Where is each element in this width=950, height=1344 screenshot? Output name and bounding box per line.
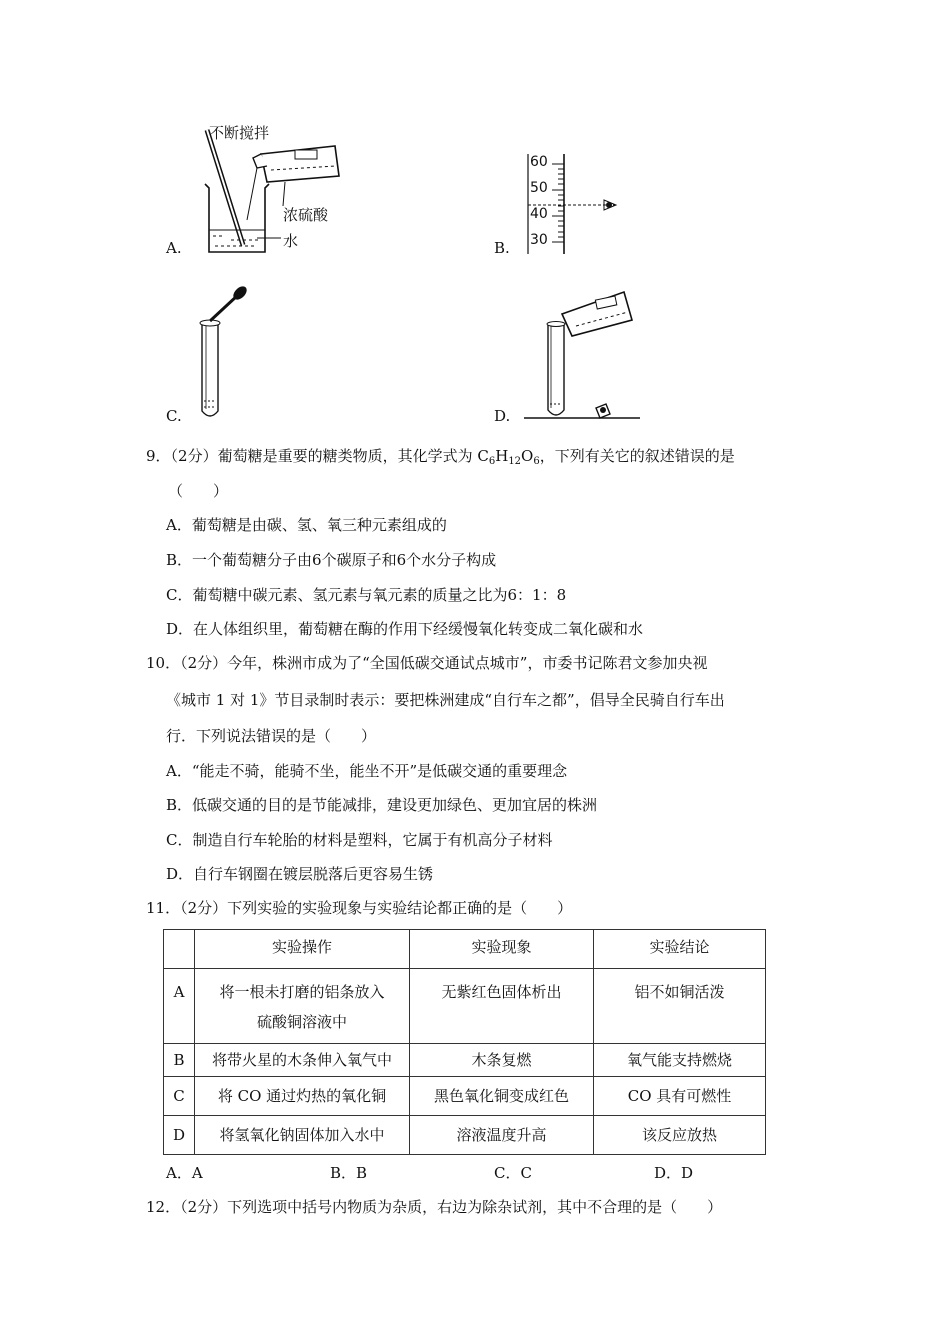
- q11-answer-d: D．D: [654, 1164, 694, 1182]
- row-key: D: [164, 1116, 195, 1155]
- q9-option-a: A．葡萄糖是由碳、氢、氧三种元素组成的: [166, 516, 447, 534]
- row-operation-line2: 硫酸铜溶液中: [256, 1013, 347, 1031]
- figure-b-cylinder: [520, 150, 630, 260]
- row-operation: 将氢氧化钠固体加入水中: [195, 1116, 410, 1155]
- row-operation: 将 CO 通过灼热的氧化铜: [195, 1077, 410, 1116]
- table-header-row: [164, 930, 766, 969]
- figure-b-tick-40: 40: [530, 206, 548, 222]
- q9-option-c: C．葡萄糖中碳元素、氢元素与氧元素的质量之比为6：1：8: [166, 586, 567, 604]
- q10-stem-line3: 行．下列说法错误的是（ ）: [166, 727, 377, 745]
- table-header-conclusion: 实验结论: [594, 930, 766, 969]
- q10-stem-line2: 《城市 1 对 1》节目录制时表示：要把株洲建成“自行车之都”，倡导全民骑自行车出: [166, 691, 725, 709]
- row-operation-line1: 将一根未打磨的铝条放入: [219, 983, 385, 1001]
- q10-option-a: A．“能走不骑，能骑不坐，能坐不开”是低碳交通的重要理念: [166, 762, 568, 780]
- row-operation: 将带火星的木条伸入氧气中: [195, 1044, 410, 1077]
- q9-option-b: B．一个葡萄糖分子由6个碳原子和6个水分子构成: [166, 551, 497, 569]
- table-row: [164, 1116, 766, 1155]
- figure-b-label: B.: [494, 239, 510, 257]
- figure-d-pouring: [520, 280, 650, 425]
- figure-a-acid-label: 浓硫酸: [283, 206, 329, 224]
- row-operation: [195, 969, 410, 1044]
- row-phenomenon: 木条复燃: [410, 1044, 594, 1077]
- figure-a-stir-label: 不断搅拌: [209, 124, 270, 142]
- row-conclusion: 氧气能支持燃烧: [594, 1044, 766, 1077]
- q11-answer-b: B．B: [330, 1164, 368, 1182]
- table-header-operation: 实验操作: [195, 930, 410, 969]
- row-phenomenon: 黑色氧化铜变成红色: [410, 1077, 594, 1116]
- q10-option-b: B．低碳交通的目的是节能减排，建设更加绿色、更加宜居的株洲: [166, 796, 598, 814]
- q12-stem: 12．（2分）下列选项中括号内物质为杂质，右边为除杂试剂，其中不合理的是（ ）: [146, 1198, 723, 1216]
- q10-option-d: D．自行车钢圈在镀层脱落后更容易生锈: [166, 865, 434, 883]
- figure-d-label: D.: [494, 407, 511, 425]
- figure-b-tick-50: 50: [530, 180, 548, 196]
- table-row: [164, 1044, 766, 1077]
- q9-option-d: D．在人体组织里，葡萄糖在酶的作用下经缓慢氧化转变成二氧化碳和水: [166, 620, 644, 638]
- q9-paren: （ ）: [168, 482, 229, 500]
- figure-a-water-label: 水: [283, 232, 299, 250]
- figure-c-dropper: [190, 285, 260, 425]
- table-row: [164, 1077, 766, 1116]
- row-key: B: [164, 1044, 195, 1077]
- figure-a-label: A.: [166, 239, 182, 257]
- table-header-phenomenon: 实验现象: [410, 930, 594, 969]
- row-phenomenon: 溶液温度升高: [410, 1116, 594, 1155]
- q9-stem: 9．（2分）葡萄糖是重要的糖类物质，其化学式为 $C_6H_{12}O_6$，下列有关它的叙述错误的是: [146, 447, 735, 467]
- figure-c-label: C.: [166, 407, 182, 425]
- row-conclusion: 该反应放热: [594, 1116, 766, 1155]
- figure-b-tick-30: 30: [530, 232, 548, 248]
- row-conclusion: CO 具有可燃性: [594, 1077, 766, 1116]
- q11-stem: 11．（2分）下列实验的实验现象与实验结论都正确的是（ ）: [146, 899, 573, 917]
- figure-b-tick-60: 60: [530, 154, 548, 170]
- table-header-key: [164, 930, 195, 969]
- q11-answer-a: A．A: [166, 1164, 203, 1182]
- figure-a-dilution: [195, 120, 355, 260]
- table-row: [164, 969, 766, 1044]
- row-phenomenon: 无紫红色固体析出: [410, 969, 594, 1044]
- row-key: C: [164, 1077, 195, 1116]
- row-key: A: [164, 969, 195, 1044]
- q11-answer-c: C．C: [494, 1164, 532, 1182]
- experiment-table: [163, 929, 766, 1155]
- row-conclusion: 铝不如铜活泼: [594, 969, 766, 1044]
- q10-option-c: C．制造自行车轮胎的材料是塑料，它属于有机高分子材料: [166, 831, 553, 849]
- q10-stem-line1: 10．（2分）今年，株洲市成为了“全国低碳交通试点城市”，市委书记陈君文参加央视: [146, 654, 708, 672]
